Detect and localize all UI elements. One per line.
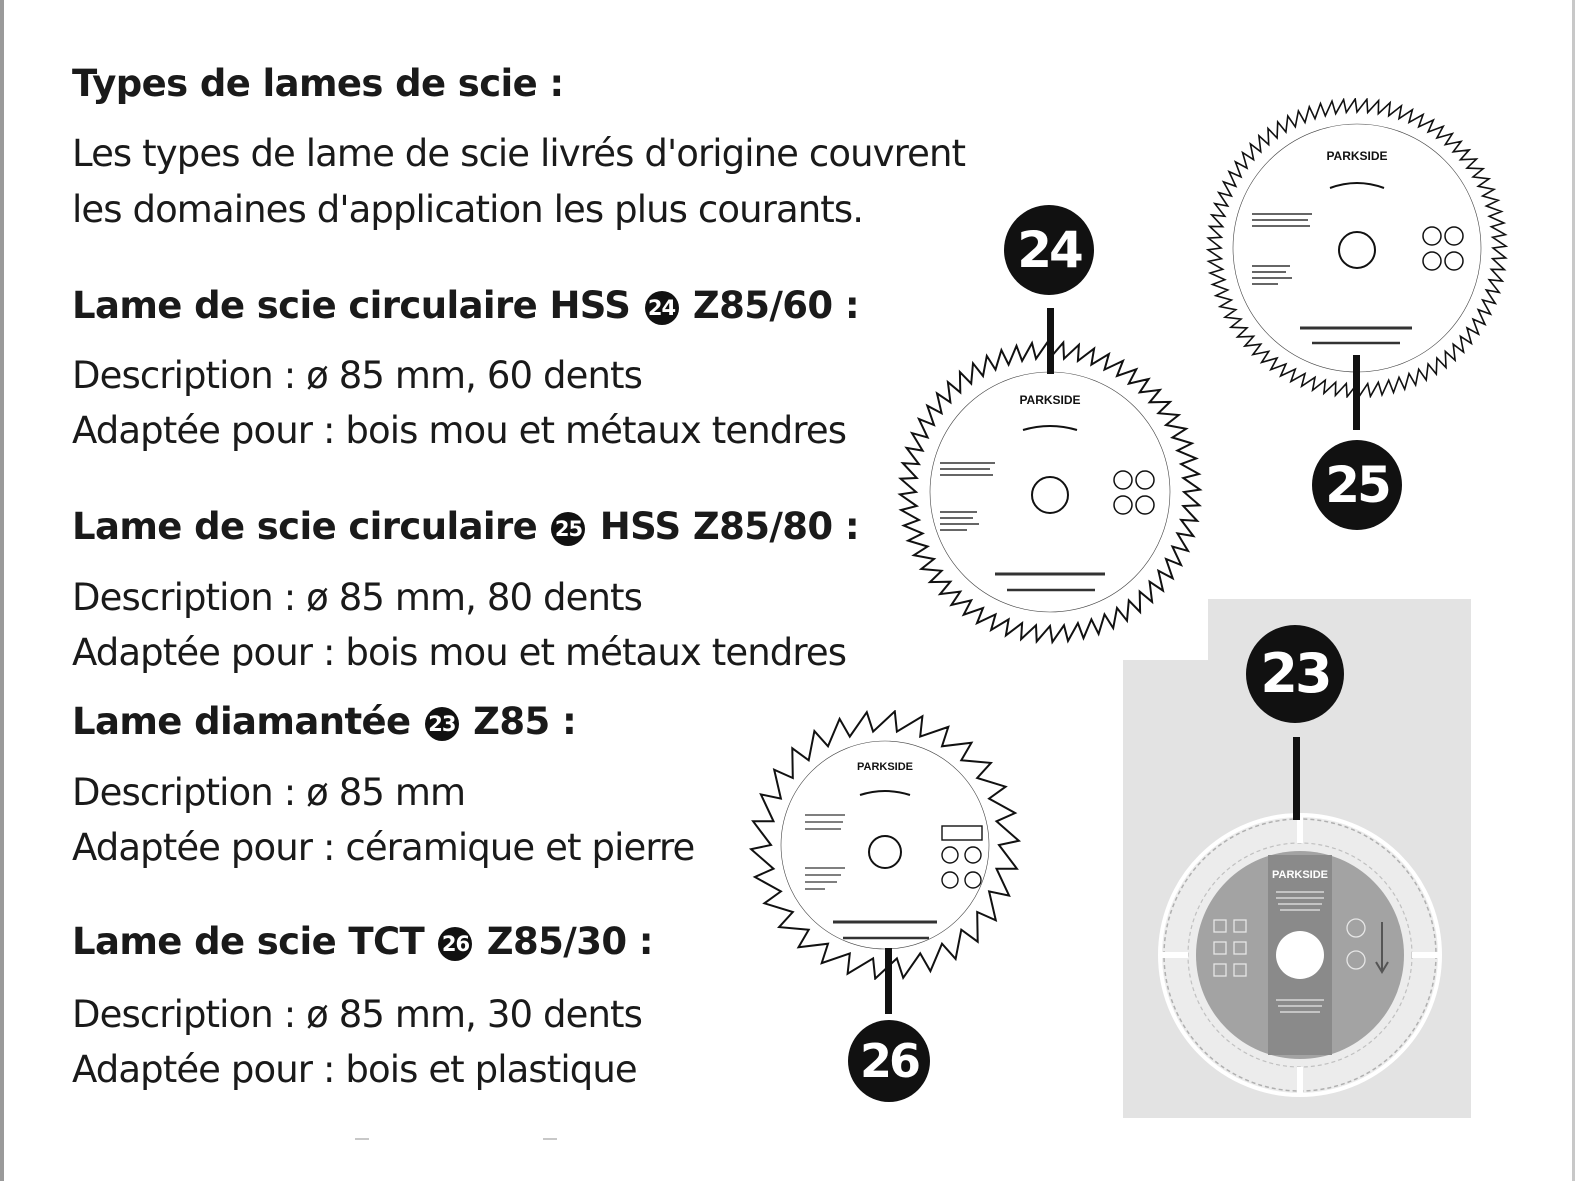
callout-number-inline: 25 xyxy=(551,512,585,546)
hss-blade-25-illustration xyxy=(1200,98,1515,398)
blade-description: Description : ø 85 mm, 30 dents xyxy=(72,993,642,1036)
blade-heading-25 xyxy=(72,505,859,548)
blade-heading-text: Lame de scie circulaire xyxy=(72,505,538,548)
blade-heading-model: Z85 : xyxy=(473,700,577,743)
callout-badge-24: 24 xyxy=(1004,205,1094,295)
callout-number-inline: 23 xyxy=(425,707,459,741)
blade-heading-text: Lame de scie circulaire HSS xyxy=(72,284,631,327)
diamond-blade-23-illustration xyxy=(1150,810,1450,1100)
intro-line-1: Les types de lame de scie livrés d'origine couvrent xyxy=(72,132,966,175)
parkside-logo: PARKSIDE xyxy=(1326,149,1388,163)
blade-heading-24 xyxy=(72,284,859,327)
hss-blade-24-illustration xyxy=(895,340,1205,645)
callout-leader-24 xyxy=(1047,308,1054,374)
page-edge-left xyxy=(0,0,4,1181)
callout-number-inline: 24 xyxy=(645,291,679,325)
blade-heading-model: Z85/30 : xyxy=(486,920,653,963)
tct-blade-26-illustration xyxy=(745,710,1030,980)
parkside-logo: PARKSIDE xyxy=(1019,393,1081,407)
blade-heading-model: Z85/60 : xyxy=(692,284,860,327)
callout-leader-23 xyxy=(1293,737,1300,820)
callout-leader-26 xyxy=(885,948,892,1014)
intro-line-2: les domaines d'application les plus courants. xyxy=(72,188,864,231)
blade-heading-model: HSS Z85/80 : xyxy=(599,505,860,548)
callout-number-inline: 26 xyxy=(438,927,472,961)
blade-suited-for: Adaptée pour : bois et plastique xyxy=(72,1048,637,1091)
blade-description: Description : ø 85 mm xyxy=(72,771,466,814)
blade-suited-for: Adaptée pour : bois mou et métaux tendres xyxy=(72,631,847,674)
parkside-logo: PARKSIDE xyxy=(1271,869,1329,881)
callout-leader-25 xyxy=(1353,355,1360,430)
faint-mark xyxy=(543,1138,557,1140)
blade-suited-for: Adaptée pour : bois mou et métaux tendres xyxy=(72,409,847,452)
callout-badge-25: 25 xyxy=(1312,440,1402,530)
blade-heading-text: Lame de scie TCT xyxy=(72,920,425,963)
callout-badge-26: 26 xyxy=(848,1020,930,1102)
blade-suited-for: Adaptée pour : céramique et pierre xyxy=(72,826,695,869)
faint-mark xyxy=(355,1138,369,1140)
blade-description: Description : ø 85 mm, 60 dents xyxy=(72,354,642,397)
callout-badge-23: 23 xyxy=(1246,625,1344,723)
blade-description: Description : ø 85 mm, 80 dents xyxy=(72,576,642,619)
blade-heading-text: Lame diamantée xyxy=(72,700,411,743)
blade-heading-26 xyxy=(72,920,653,963)
parkside-logo: PARKSIDE xyxy=(856,761,914,773)
blade-heading-23 xyxy=(72,700,576,743)
section-title: Types de lames de scie : xyxy=(72,62,564,105)
